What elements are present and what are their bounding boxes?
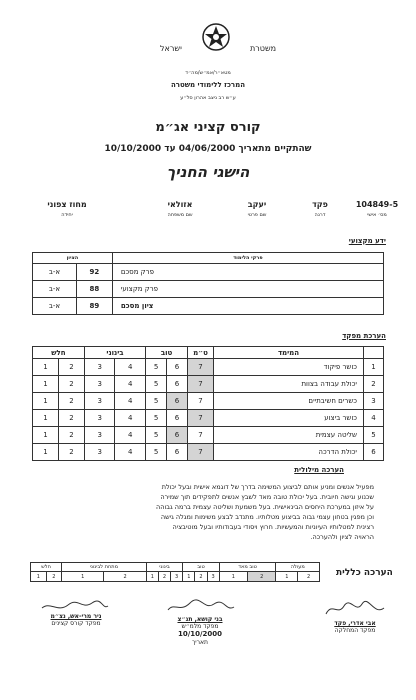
eval-score-cell: 7: [188, 376, 214, 393]
commander-eval-title: הערכת מפקד: [342, 332, 386, 340]
course-title: קורס קציני אג״מ: [155, 120, 261, 135]
signature-3-role: מפקד קורס קצינים: [51, 620, 101, 628]
subject-grade: א-ב: [33, 264, 77, 281]
overall-group-header: חלש: [31, 563, 62, 572]
table-row: [33, 359, 384, 376]
eval-score-cell: 3: [84, 393, 115, 410]
eval-measure: כשרים חשיבתיים: [214, 393, 364, 410]
eval-score-cell: 7: [188, 427, 214, 444]
signature-3: [26, 613, 126, 627]
signature-1-scribble: [316, 600, 396, 618]
eval-score-cell: 4: [115, 359, 146, 376]
overall-score-cell: 1: [31, 572, 47, 582]
eval-score-cell: 1: [33, 410, 59, 427]
verbal-eval-title: הערכה מילולית: [294, 466, 344, 474]
table-row: [33, 393, 384, 410]
table-row: [33, 410, 384, 427]
summary-subject: ציון מסכם: [112, 298, 383, 315]
subject-score: 92: [76, 264, 112, 281]
eval-score-cell: 7: [188, 393, 214, 410]
table-row: [33, 281, 384, 298]
col-weak-header: חלש: [33, 347, 85, 359]
person-unit: [36, 200, 98, 218]
overall-group-header: מתחת לבינוני: [62, 563, 147, 572]
person-rank: [300, 200, 340, 218]
dates-prefix: שהתקיים מתאריך: [238, 144, 312, 154]
eval-score-cell: 3: [84, 376, 115, 393]
commander-eval-table: [32, 346, 384, 461]
verbal-line: וכן מפגין בטחון עצמי גבוה בביצוע מטלותיו. מתנדב לבצע משימות ומגלה גישה: [160, 513, 374, 522]
overall-score-cell: 2: [248, 572, 276, 582]
overall-score-cell: 1: [183, 572, 195, 582]
overall-score-cell: 2: [298, 572, 320, 582]
overall-score-cell: 3: [171, 572, 183, 582]
eval-score-cell: 2: [58, 393, 84, 410]
overall-score-cell: 3: [207, 572, 219, 582]
person-unit-label: יחידה: [61, 212, 73, 218]
table-row: [33, 298, 384, 315]
eval-row-number: 2: [364, 376, 384, 393]
eval-score-cell: 5: [146, 444, 167, 461]
overall-group-header: בינוני: [146, 563, 182, 572]
overall-score-cell: 2: [46, 572, 61, 582]
eval-score-cell: 7: [188, 359, 214, 376]
person-last-name: [150, 200, 210, 218]
col-measure-header: המימד: [214, 347, 364, 359]
eval-score-cell: 6: [167, 359, 188, 376]
verbal-line: על איזון במערכת היחסים הבינאישית. בעל משמעת ושליטה עצמית ברמה גבוהה: [156, 503, 374, 512]
eval-row-number: 6: [364, 444, 384, 461]
eval-score-cell: 7: [188, 410, 214, 427]
overall-group-header: טוב: [183, 563, 219, 572]
eval-score-cell: 4: [115, 393, 146, 410]
signature-2: [150, 616, 250, 646]
eval-score-cell: 3: [84, 410, 115, 427]
knowledge-section-title: ידע מקצועי: [348, 237, 386, 245]
summary-score: 89: [76, 298, 112, 315]
col-excellent-header: ט״מ: [188, 347, 214, 359]
dept-line-3: ע״ש רב ניצב אהרון סל״ע: [180, 95, 236, 101]
eval-score-cell: 2: [58, 359, 84, 376]
table-row: [33, 264, 384, 281]
eval-measure: כושר ביצוע: [214, 410, 364, 427]
person-first-name: [232, 200, 282, 218]
eval-row-number: 3: [364, 393, 384, 410]
eval-score-cell: 5: [146, 410, 167, 427]
eval-score-cell: 2: [58, 410, 84, 427]
verbal-eval-text: [24, 482, 374, 542]
eval-measure: כושר פיקוד: [214, 359, 364, 376]
col-good-header: טוב: [146, 347, 188, 359]
eval-measure: שליטה עצמית: [214, 427, 364, 444]
overall-score-cell: 1: [62, 572, 104, 582]
eval-measure: יכולת הדרכה: [214, 444, 364, 461]
dates-mid: עד: [164, 144, 176, 154]
eval-score-cell: 6: [167, 427, 188, 444]
eval-score-cell: 3: [84, 359, 115, 376]
overall-group-header: טוב מאד: [219, 563, 276, 572]
eval-score-cell: 1: [33, 376, 59, 393]
eval-score-cell: 1: [33, 359, 59, 376]
eval-score-cell: 6: [167, 410, 188, 427]
eval-score-cell: 6: [167, 444, 188, 461]
person-id-value: 104849-5: [355, 200, 399, 209]
eval-row-number: 4: [364, 410, 384, 427]
person-id: [346, 200, 408, 218]
police-emblem-icon: [201, 22, 231, 52]
eval-score-cell: 4: [115, 376, 146, 393]
eval-score-cell: 6: [167, 376, 188, 393]
signature-1-name: אבי אדרי, פקד: [334, 620, 376, 627]
overall-score-cell: 1: [146, 572, 158, 582]
eval-measure: יכולת עבודה בצוות: [214, 376, 364, 393]
verbal-line: מפעיל אנשים ומניע אותם לביצוע המשימה בדרך של דוגמא אישית ובעל יכולת: [161, 483, 374, 491]
eval-score-cell: 2: [58, 376, 84, 393]
person-id-label: מס׳ אישי: [367, 212, 387, 218]
overall-eval-label: הערכה כללית: [336, 568, 393, 578]
eval-score-cell: 4: [115, 444, 146, 461]
overall-score-cell: 2: [104, 572, 146, 582]
eval-score-cell: 5: [146, 393, 167, 410]
person-unit-value: מחוז צפוני: [47, 200, 87, 209]
overall-group-header: מעולה: [276, 563, 320, 572]
eval-score-cell: 3: [84, 427, 115, 444]
eval-score-cell: 6: [167, 393, 188, 410]
course-dates: [100, 144, 316, 154]
person-first-name-value: יעקב: [247, 200, 267, 209]
eval-score-cell: 7: [188, 444, 214, 461]
dept-line-1: מטא״ר/אמ״ש/מה״ד: [185, 70, 231, 76]
eval-score-cell: 3: [84, 444, 115, 461]
overall-eval-table: [30, 562, 320, 582]
achievements-heading: הישגי החניך: [166, 163, 250, 181]
knowledge-table: [32, 252, 384, 315]
overall-score-cell: 2: [195, 572, 207, 582]
table-row: [33, 444, 384, 461]
table-row: [33, 427, 384, 444]
eval-score-cell: 5: [146, 359, 167, 376]
date-from: 04/06/2000: [178, 144, 236, 154]
eval-score-cell: 1: [33, 444, 59, 461]
person-first-name-label: שם פרטי: [247, 212, 267, 218]
col-average-header: בינוני: [84, 347, 145, 359]
org-name-left: משטרת: [250, 44, 277, 53]
person-rank-label: דרגה: [314, 212, 326, 218]
eval-score-cell: 4: [115, 427, 146, 444]
dept-line-2: המרכז ללימודי משטרה: [170, 81, 246, 89]
col-score-header: הציון: [33, 253, 113, 264]
signature-2-name: בני קושא, תנ״צ: [177, 616, 223, 623]
signature-2-date: 10/10/2000: [177, 630, 223, 639]
overall-score-cell: 1: [219, 572, 247, 582]
signature-3-name: ניר מרי-אש, נצ״מ: [50, 613, 102, 620]
subject-name: פרק מקצועי: [112, 281, 383, 298]
col-num-header: [364, 347, 384, 359]
eval-row-number: 1: [364, 359, 384, 376]
eval-score-cell: 5: [146, 376, 167, 393]
subject-score: 88: [76, 281, 112, 298]
eval-score-cell: 5: [146, 427, 167, 444]
signature-1-role: מפקד המחלקה: [334, 627, 376, 635]
subject-name: פרק מסכם: [112, 264, 383, 281]
eval-score-cell: 2: [58, 444, 84, 461]
signature-1: [310, 620, 400, 634]
signature-2-date-label: תאריך: [192, 638, 208, 646]
eval-score-cell: 1: [33, 427, 59, 444]
org-name-right: ישראל: [160, 44, 182, 53]
verbal-line: הראויה לציון ולהערכה.: [310, 533, 374, 542]
overall-score-cell: 1: [276, 572, 298, 582]
date-to: 10/10/2000: [104, 144, 162, 154]
eval-score-cell: 4: [115, 410, 146, 427]
col-subject-header: פרקי הלימוד: [112, 253, 383, 264]
eval-score-cell: 2: [58, 427, 84, 444]
person-last-name-value: אזולאי: [167, 200, 193, 209]
summary-grade: א-ב: [33, 298, 77, 315]
overall-score-cell: 2: [158, 572, 170, 582]
verbal-line: רצינית למטלותיו העיוניות והמעשיות. חרוץ ויסודי בעבודותיו ובעל מוטיבציה: [172, 523, 374, 532]
person-rank-value: פקד: [312, 200, 328, 209]
signature-2-scribble: [160, 598, 240, 616]
eval-score-cell: 1: [33, 393, 59, 410]
person-last-name-label: שם משפחה: [167, 212, 193, 218]
eval-row-number: 5: [364, 427, 384, 444]
subject-grade: א-ב: [33, 281, 77, 298]
signature-2-role: מפקד מלמ״ש: [181, 623, 219, 631]
table-row: [33, 376, 384, 393]
verbal-line: שכנוע וגישה חיובית. בעל יכולת טובה מאד לשבץ אנשים לתפקידים תוך שמירה: [160, 493, 374, 502]
